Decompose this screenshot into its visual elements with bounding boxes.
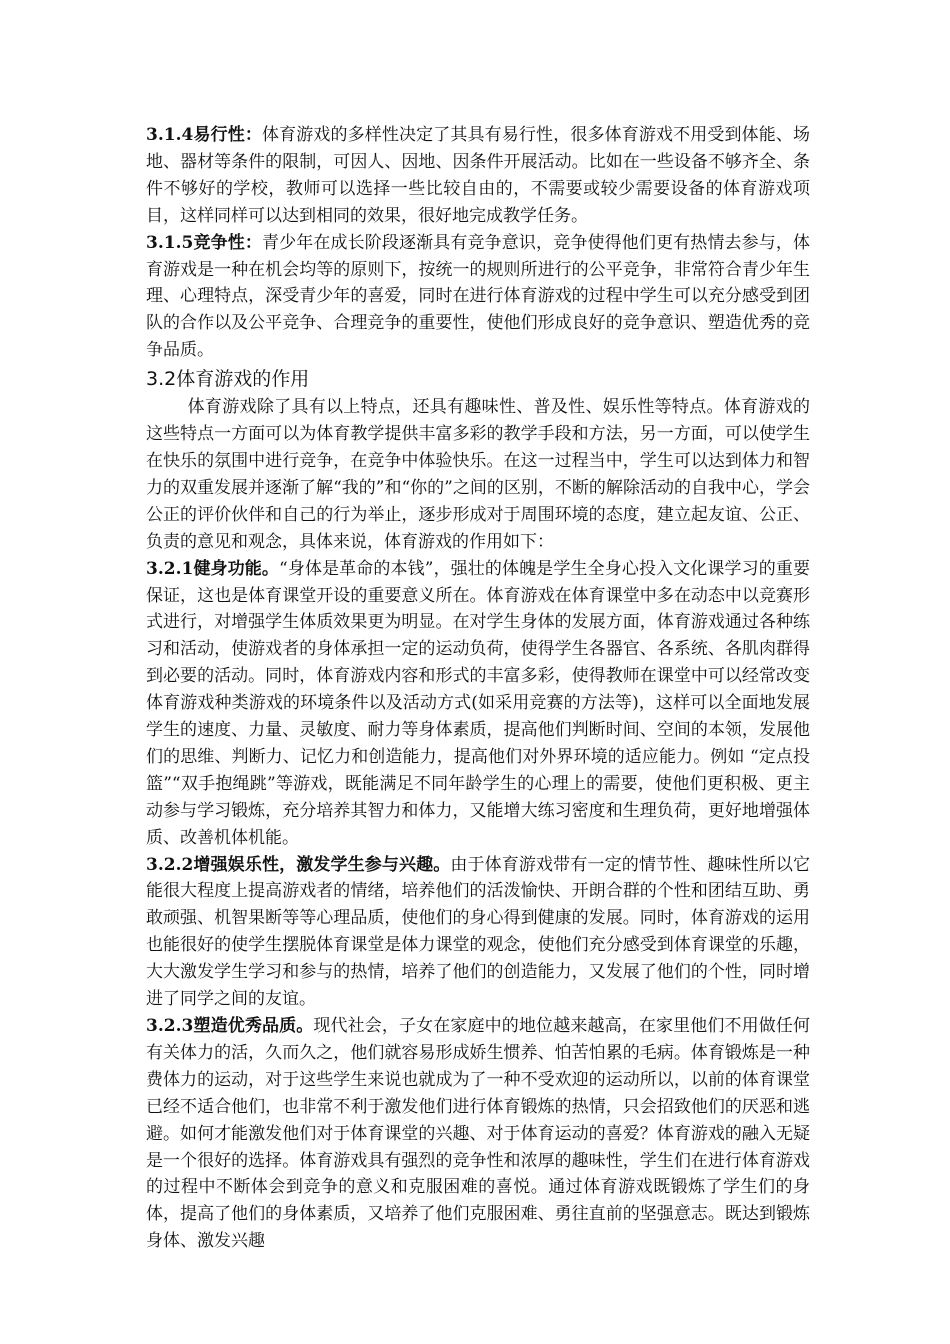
section-text: 体育游戏的多样性决定了其具有易行性，很多体育游戏不用受到体能、场地、器材等条件的限制，可因人、因地、因条件开展活动。比如在一些设备不够齐全、条件不够好的学校，教师可以选择一些比较自由的，不需要或较少需要设备的体育游戏项目，这样同样可以达到相同的效果，很好地完成教学任务。: [146, 125, 811, 226]
subsection-text: 由于体育游戏带有一定的情节性、趣味性所以它能很大程度上提高游戏者的情绪，培养他们的活泼愉快、开朗合群的个性和团结互助、勇敢顽强、机智果断等等心理品质，使他们的身心得到健康的发展。同时，体育游戏的运用也能很好的使学生摆脱体育课堂是体力课堂的观念，使他们充分感受到体育课堂的乐趣，大大激发学生学习和参与的热情，培养了他们的创造能力，又发展了他们的个性，同时增进了同学之间的友谊。: [146, 854, 811, 1010]
subsection-number: 3.2.1: [146, 558, 194, 579]
subsection-3-2-1: [146, 556, 810, 852]
subsection-text: “身体是革命的本钱”，强壮的体魄是学生全身心投入文化课学习的重要保证，这也是体育课堂开设的重要意义所在。体育游戏在体育课堂中多在动态中以竞赛形式进行，对增强学生体质效果更为明显。在对学生身体的发展方面，体育游戏通过各种练习和活动，使游戏者的身体承担一定的运动负荷，使得学生各器官、各系统、各肌肉群得到必要的活动。同时，体育游戏内容和形式的丰富多彩，使得教师在课堂中可以经常改变体育游戏种类游戏的环境条件以及活动方式(如采用竞赛的方法等)，这样可以全面地发展学生的速度、力量、灵敏度、耐力等身体素质，提高他们判断时间、空间的本领，发展他们的思维、判断力、记忆力和创造能力，提高他们对外界环境的适应能力。例如 “定点投篮”“双手抱绳跳”等游戏，既能满足不同年龄学生的心理上的需要，使他们更积极、更主动参与学习锻炼，充分培养其智力和体力，又能增大练习密度和生理负荷，更好地增强体质、改善机体机能。: [146, 558, 810, 848]
heading-title: 体育游戏的作用: [176, 368, 310, 391]
section-label: 易行性：: [193, 125, 262, 145]
subsection-3-2-2: [146, 852, 810, 1013]
subsection-label: 健身功能。: [193, 558, 280, 579]
subsection-number: 3.2.2: [146, 854, 194, 875]
subsection-3-2-3: [146, 1013, 810, 1255]
subsection-label: 增强娱乐性，激发学生参与兴趣。: [193, 854, 451, 875]
subsection-text: 现代社会，子女在家庭中的地位越来越高，在家里他们不用做任何有关体力的活，久而久之，他们就容易形成娇生惯养、怕苦怕累的毛病。体育锻炼是一种费体力的运动，对于这些学生来说也就成为了一种不受欢迎的运动所以，以前的体育课堂已经不适合他们，也非常不利于激发他们进行体育锻炼的热情，只会招致他们的厌恶和逃避。如何才能激发他们对于体育课堂的兴趣、对于体育运动的喜爱？体育游戏的融入无疑是一个很好的选择。体育游戏具有强烈的竞争性和浓厚的趣味性，学生们在进行体育游戏的过程中不断体会到竞争的意义和克服困难的喜悦。通过体育游戏既锻炼了学生们的身体，提高了他们的身体素质，又培养了他们克服困难、勇往直前的坚强意志。既达到锻炼身体、激发兴趣: [146, 1016, 811, 1252]
section-heading-3-2: [146, 364, 810, 394]
document-page: [146, 122, 810, 1255]
section-3-1-4: [146, 122, 810, 230]
section-text: 青少年在成长阶段逐渐具有竞争意识，竞争使得他们更有热情去参与，体育游戏是一种在机会均等的原则下，按统一的规则所进行的公平竞争，非常符合青少年生理、心理特点，深受青少年的喜爱，同时在进行体育游戏的过程中学生可以充分感受到团队的合作以及公平竞争、合理竞争的重要性，使他们形成良好的竞争意识、塑造优秀的竞争品质。: [146, 232, 811, 361]
section-number: 3.1.5: [146, 232, 194, 253]
subsection-number: 3.2.3: [146, 1016, 194, 1036]
intro-paragraph: 体育游戏除了具有以上特点，还具有趣味性、普及性、娱乐性等特点。体育游戏的这些特点一方面可以为体育教学提供丰富多彩的教学手段和方法，另一方面，可以使学生在快乐的氛围中进行竞争，在竞争中体验快乐。在这一过程当中，学生可以达到体力和智力的双重发展并逐渐了解“我的”和“你的”之间的区别，不断的解除活动的自我中心，学会公正的评价伙伴和自己的行为举止，逐步形成对于周围环境的态度，建立起友谊、公正、负责的意见和观念，具体来说，体育游戏的作用如下：: [146, 397, 810, 552]
section-3-1-5: [146, 230, 810, 365]
section-number: 3.1.4: [146, 125, 194, 145]
section-label: 竞争性：: [193, 232, 262, 253]
heading-number: 3.2: [146, 368, 177, 391]
subsection-label: 塑造优秀品质。: [193, 1016, 314, 1036]
